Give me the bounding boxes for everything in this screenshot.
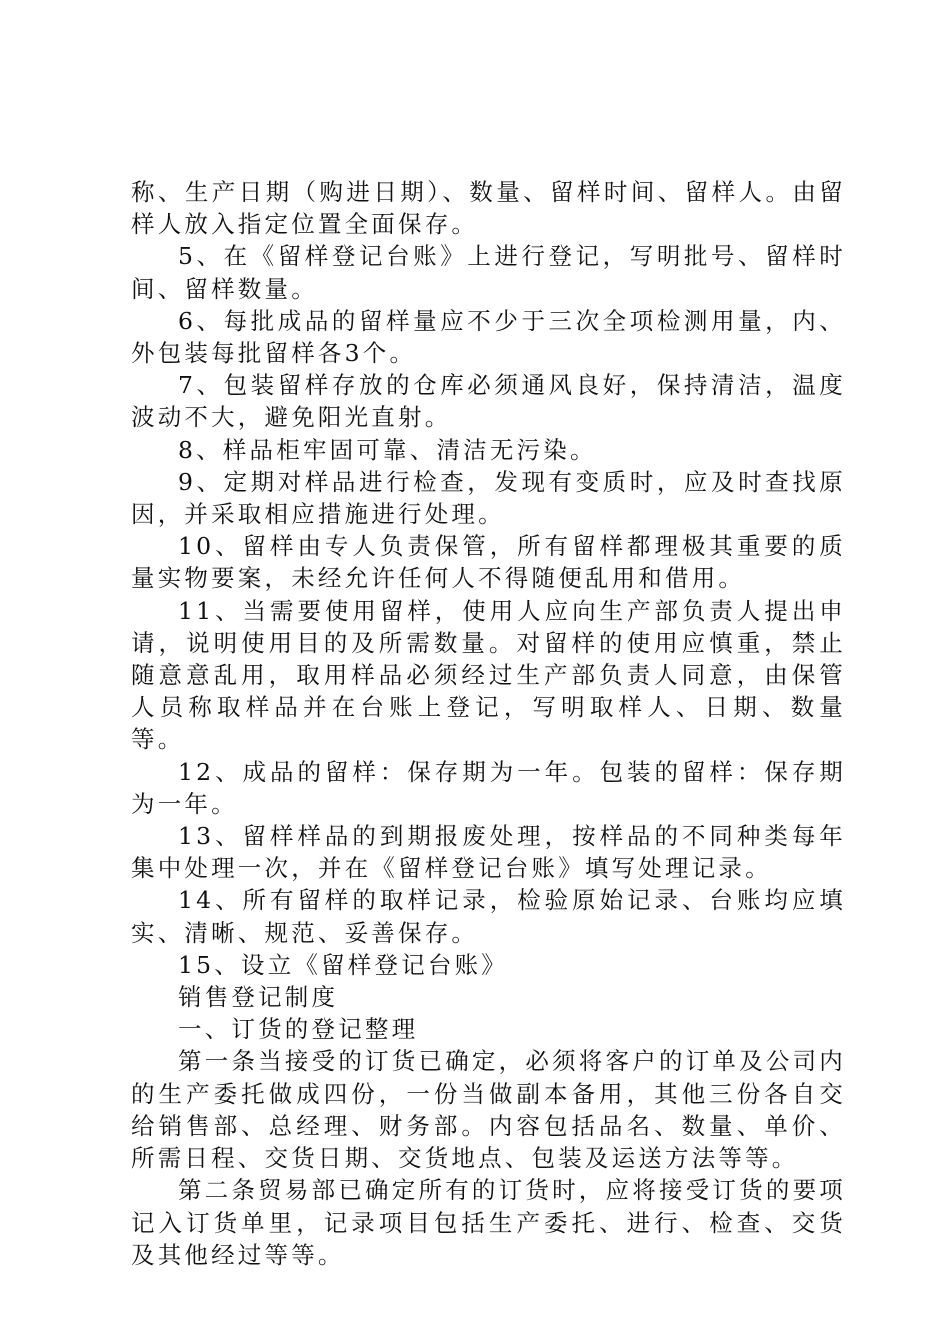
paragraph-item-14: 14、所有留样的取样记录，检验原始记录、台账均应填实、清晰、规范、妥善保存。	[131, 886, 846, 947]
paragraph-item-9: 9、定期对样品进行检查，发现有变质时，应及时查找原因，并采取相应措施进行处理。	[131, 467, 846, 529]
document-body	[131, 176, 846, 1271]
paragraph-item-13: 13、留样样品的到期报废处理，按样品的不同种类每年集中处理一次，并在《留样登记台账》填写处理记录。	[131, 822, 846, 883]
paragraph-item-8: 8、样品柜牢固可靠、清洁无污染。	[178, 435, 597, 464]
paragraph-item-10: 10、留样由专人负责保管，所有留样都理极其重要的质量实物要案，未经允许任何人不得随便乱用和借用。	[131, 532, 846, 593]
paragraph-item-15: 15、设立《留样登记台账》	[178, 950, 509, 979]
paragraph-continuation: 称、生产日期（购进日期）、数量、留样时间、留样人。由留样人放入指定位置全面保存。	[131, 178, 846, 239]
paragraph-article-1: 第一条当接受的订货已确定，必须将客户的订单及公司内的生产委托做成四份，一份当做副本备用，其他三份各自交给销售部、总经理、财务部。内容包括品名、数量、单价、所需日程、交货日期、交货地点、包装及运送方法等等。	[131, 1047, 846, 1173]
paragraph-article-2: 第二条贸易部已确定所有的订货时，应将接受订货的要项记入订货单里，记录项目包括生产委托、进行、检查、交货及其他经过等等。	[131, 1176, 846, 1269]
section-heading-sales-registration: 销售登记制度	[178, 983, 339, 1012]
paragraph-item-11: 11、当需要使用留样，使用人应向生产部负责人提出申请，说明使用目的及所需数量。对留样的使用应慎重，禁止随意意乱用，取用样品必须经过生产部负责人同意，由保管人员称取样品并在台账上登记，写明取样人、日期、数量等。	[131, 596, 846, 754]
paragraph-item-5: 5、在《留样登记台账》上进行登记，写明批号、留样时间、留样数量。	[131, 242, 846, 303]
subsection-heading-order-registration: 一、订货的登记整理	[178, 1015, 419, 1044]
paragraph-item-7: 7、包装留样存放的仓库必须通风良好，保持清洁，温度波动不大，避免阳光直射。	[131, 371, 846, 432]
paragraph-item-6: 6、每批成品的留样量应不少于三次全项检测用量，内、外包装每批留样各3个。	[131, 306, 846, 368]
paragraph-item-12: 12、成品的留样：保存期为一年。包装的留样：保存期为一年。	[131, 757, 846, 818]
